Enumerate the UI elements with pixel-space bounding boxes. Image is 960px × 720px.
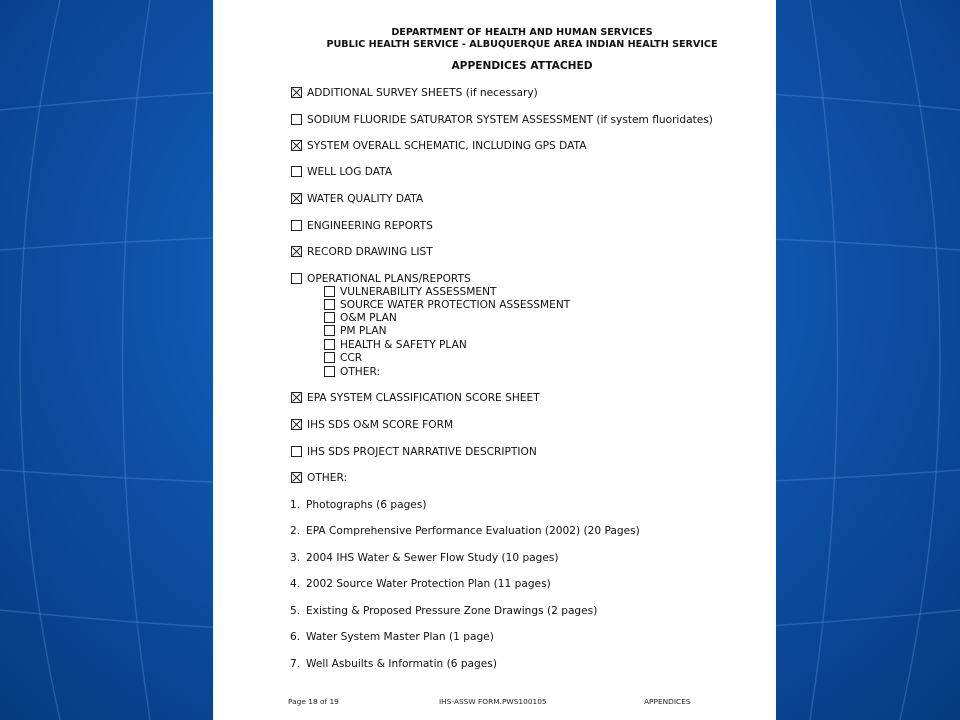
page-title: APPENDICES ATTACHED: [451, 60, 593, 72]
subitem-label: O&M PLAN: [340, 312, 397, 324]
checkbox-sodium-fluoride-assessment[interactable]: [291, 114, 302, 125]
list-item-text: Photographs (6 pages): [306, 499, 427, 511]
list-item: [290, 658, 497, 670]
checklist-label: ADDITIONAL SURVEY SHEETS (if necessary): [307, 87, 538, 99]
checklist-label: ENGINEERING REPORTS: [307, 220, 433, 232]
document-page: [213, 0, 776, 720]
list-item-number: 1.: [290, 499, 301, 511]
checkbox-operational-plans[interactable]: [291, 273, 302, 284]
checklist-label: EPA SYSTEM CLASSIFICATION SCORE SHEET: [307, 392, 540, 404]
checkbox-well-log-data[interactable]: [291, 166, 302, 177]
checkbox-additional-survey-sheets[interactable]: [291, 87, 302, 98]
list-item-text: Existing & Proposed Pressure Zone Drawings (2 pages): [306, 605, 598, 617]
subitem-label: PM PLAN: [340, 325, 387, 337]
checkbox-system-schematic[interactable]: [291, 140, 302, 151]
list-item-text: 2004 IHS Water & Sewer Flow Study (10 pages): [306, 552, 559, 564]
checkbox-vulnerability-assessment[interactable]: [324, 286, 335, 297]
checkbox-water-quality-data[interactable]: [291, 193, 302, 204]
list-item: [290, 605, 597, 617]
subitem-label: SOURCE WATER PROTECTION ASSESSMENT: [340, 299, 571, 311]
checklist-label: WATER QUALITY DATA: [307, 193, 424, 205]
checklist-label: SODIUM FLUORIDE SATURATOR SYSTEM ASSESSMENT (if system fluoridates): [307, 114, 713, 126]
list-item-number: 5.: [290, 605, 301, 617]
list-item-number: 6.: [290, 631, 301, 643]
checklist-label: RECORD DRAWING LIST: [307, 246, 433, 258]
footer-section: APPENDICES: [644, 697, 691, 706]
list-item-text: Water System Master Plan (1 page): [306, 631, 494, 643]
footer-page-number: Page 18 of 19: [288, 697, 339, 706]
footer-form-id: IHS-ASSW FORM.PWS100105: [439, 697, 547, 706]
list-item-text: Well Asbuilts & Informatin (6 pages): [306, 658, 497, 670]
list-item-number: 2.: [290, 525, 301, 537]
checkbox-record-drawing-list[interactable]: [291, 246, 302, 257]
subitem-label: OTHER:: [340, 366, 381, 378]
checkbox-epa-classification-score-sheet[interactable]: [291, 392, 302, 403]
checklist-label: OPERATIONAL PLANS/REPORTS: [307, 273, 471, 285]
check-x-icon: [292, 393, 301, 402]
list-item: [290, 631, 494, 643]
subitem-label: VULNERABILITY ASSESSMENT: [340, 286, 497, 298]
checklist-label: WELL LOG DATA: [307, 166, 393, 178]
list-item-text: EPA Comprehensive Performance Evaluation (2002) (20 Pages): [306, 525, 640, 537]
checkbox-ihs-sds-om-score-form[interactable]: [291, 419, 302, 430]
checkbox-other[interactable]: [291, 472, 302, 483]
checkbox-operational-other[interactable]: [324, 366, 335, 377]
checkbox-health-safety-plan[interactable]: [324, 339, 335, 350]
list-item: [290, 578, 551, 590]
check-x-icon: [292, 88, 301, 97]
list-item-number: 3.: [290, 552, 301, 564]
checklist-label: SYSTEM OVERALL SCHEMATIC, INCLUDING GPS DATA: [307, 140, 587, 152]
checklist-label: IHS SDS O&M SCORE FORM: [307, 419, 454, 431]
check-x-icon: [292, 194, 301, 203]
check-x-icon: [292, 473, 301, 482]
list-item: [290, 499, 426, 511]
subitem-label: CCR: [340, 352, 363, 364]
list-item-text: 2002 Source Water Protection Plan (11 pages): [306, 578, 551, 590]
checkbox-om-plan[interactable]: [324, 312, 335, 323]
checkbox-pm-plan[interactable]: [324, 325, 335, 336]
check-x-icon: [292, 420, 301, 429]
list-item-number: 4.: [290, 578, 301, 590]
checkbox-ccr[interactable]: [324, 352, 335, 363]
subitem-label: HEALTH & SAFETY PLAN: [340, 339, 467, 351]
checkbox-source-water-protection-assessment[interactable]: [324, 299, 335, 310]
checklist-label: OTHER:: [307, 472, 348, 484]
list-item-number: 7.: [290, 658, 301, 670]
department-heading: DEPARTMENT OF HEALTH AND HUMAN SERVICES: [391, 27, 653, 38]
checklist-label: IHS SDS PROJECT NARRATIVE DESCRIPTION: [307, 446, 537, 458]
list-item: [290, 525, 640, 537]
checkbox-engineering-reports[interactable]: [291, 220, 302, 231]
service-heading: PUBLIC HEALTH SERVICE - ALBUQUERQUE AREA INDIAN HEALTH SERVICE: [326, 39, 718, 50]
checkbox-ihs-sds-project-narrative[interactable]: [291, 446, 302, 457]
check-x-icon: [292, 141, 301, 150]
list-item: [290, 552, 559, 564]
check-x-icon: [292, 247, 301, 256]
